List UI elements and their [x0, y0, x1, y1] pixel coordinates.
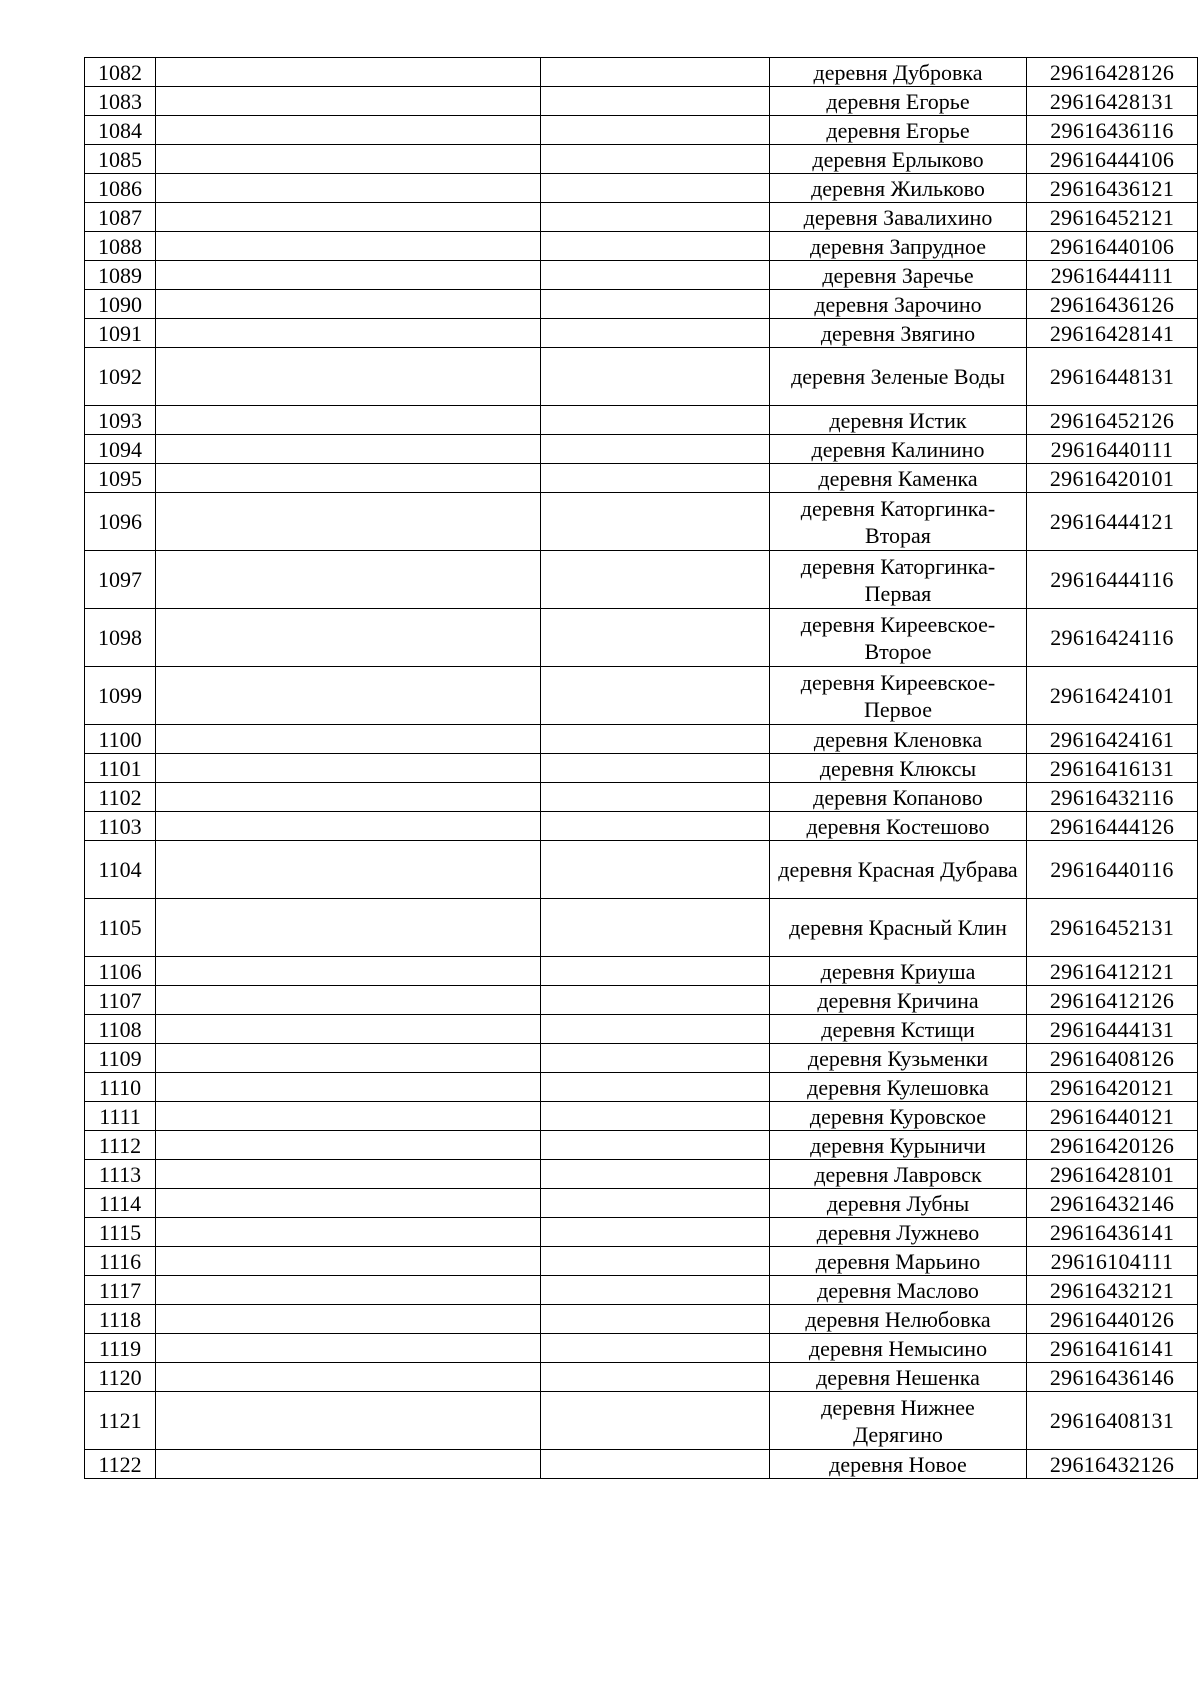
row-number-cell: 1086 [85, 174, 156, 203]
empty-cell [541, 1131, 770, 1160]
row-number-cell: 1103 [85, 812, 156, 841]
row-number-cell: 1108 [85, 1015, 156, 1044]
empty-cell [156, 1450, 541, 1479]
empty-cell [156, 319, 541, 348]
oktmo-code-cell: 29616436146 [1027, 1363, 1198, 1392]
empty-cell [541, 290, 770, 319]
settlement-name-cell: деревня Нелюбовка [770, 1305, 1027, 1334]
empty-cell [156, 957, 541, 986]
empty-cell [156, 58, 541, 87]
empty-cell [541, 1334, 770, 1363]
empty-cell [541, 899, 770, 957]
table-row [85, 1247, 1198, 1276]
settlement-name-cell: деревня Криуша [770, 957, 1027, 986]
oktmo-code-cell: 29616444116 [1027, 551, 1198, 609]
row-number-cell: 1089 [85, 261, 156, 290]
oktmo-code-cell: 29616412121 [1027, 957, 1198, 986]
empty-cell [541, 1363, 770, 1392]
row-number-cell: 1090 [85, 290, 156, 319]
table-row [85, 348, 1198, 406]
table-row [85, 812, 1198, 841]
empty-cell [156, 203, 541, 232]
row-number-cell: 1084 [85, 116, 156, 145]
settlement-name-cell: деревня Жильково [770, 174, 1027, 203]
settlement-name-cell: деревня Дубровка [770, 58, 1027, 87]
oktmo-code-cell: 29616444111 [1027, 261, 1198, 290]
oktmo-code-cell: 29616432116 [1027, 783, 1198, 812]
settlement-name-cell: деревня Зарочино [770, 290, 1027, 319]
empty-cell [156, 1102, 541, 1131]
table-row [85, 1450, 1198, 1479]
empty-cell [541, 58, 770, 87]
empty-cell [156, 812, 541, 841]
settlement-name-cell: деревня Егорье [770, 87, 1027, 116]
row-number-cell: 1092 [85, 348, 156, 406]
oktmo-code-cell: 29616452126 [1027, 406, 1198, 435]
oktmo-code-cell: 29616448131 [1027, 348, 1198, 406]
settlement-name-cell: деревня Копаново [770, 783, 1027, 812]
oktmo-code-cell: 29616440106 [1027, 232, 1198, 261]
empty-cell [541, 203, 770, 232]
settlement-name-cell: деревня Кузьменки [770, 1044, 1027, 1073]
row-number-cell: 1110 [85, 1073, 156, 1102]
table-row [85, 1334, 1198, 1363]
row-number-cell: 1087 [85, 203, 156, 232]
empty-cell [156, 1160, 541, 1189]
settlement-name-cell: деревня Каменка [770, 464, 1027, 493]
table-row [85, 1015, 1198, 1044]
settlement-name-cell: деревня Маслово [770, 1276, 1027, 1305]
row-number-cell: 1099 [85, 667, 156, 725]
table-row [85, 406, 1198, 435]
empty-cell [541, 1247, 770, 1276]
table-row [85, 1102, 1198, 1131]
empty-cell [156, 406, 541, 435]
oktmo-code-cell: 29616440116 [1027, 841, 1198, 899]
settlement-name-cell: деревня Куровское [770, 1102, 1027, 1131]
oktmo-code-cell: 29616420101 [1027, 464, 1198, 493]
settlement-name-cell: деревня Ерлыково [770, 145, 1027, 174]
empty-cell [156, 1276, 541, 1305]
oktmo-code-cell: 29616420126 [1027, 1131, 1198, 1160]
settlement-name-cell: деревня Клюксы [770, 754, 1027, 783]
empty-cell [541, 667, 770, 725]
empty-cell [156, 986, 541, 1015]
empty-cell [541, 319, 770, 348]
settlement-name-cell: деревня Кленовка [770, 725, 1027, 754]
empty-cell [156, 116, 541, 145]
table-row [85, 1189, 1198, 1218]
oktmo-code-cell: 29616416131 [1027, 754, 1198, 783]
empty-cell [541, 1073, 770, 1102]
table-row [85, 203, 1198, 232]
table-row [85, 1131, 1198, 1160]
settlement-name-cell: деревня Истик [770, 406, 1027, 435]
settlement-name-cell: деревня Заречье [770, 261, 1027, 290]
settlement-name-cell: деревня Завалихино [770, 203, 1027, 232]
empty-cell [541, 232, 770, 261]
oktmo-code-cell: 29616444106 [1027, 145, 1198, 174]
empty-cell [541, 116, 770, 145]
empty-cell [156, 1363, 541, 1392]
table-row [85, 58, 1198, 87]
empty-cell [541, 464, 770, 493]
row-number-cell: 1115 [85, 1218, 156, 1247]
settlement-name-cell: деревня Киреевское-Первое [770, 667, 1027, 725]
row-number-cell: 1105 [85, 899, 156, 957]
table-row [85, 899, 1198, 957]
oktmo-code-cell: 29616412126 [1027, 986, 1198, 1015]
empty-cell [156, 1131, 541, 1160]
oktmo-code-cell: 29616444131 [1027, 1015, 1198, 1044]
table-row [85, 725, 1198, 754]
table-row [85, 1392, 1198, 1450]
settlement-name-cell: деревня Киреевское-Второе [770, 609, 1027, 667]
empty-cell [541, 174, 770, 203]
oktmo-code-cell: 29616408126 [1027, 1044, 1198, 1073]
settlement-name-cell: деревня Егорье [770, 116, 1027, 145]
row-number-cell: 1088 [85, 232, 156, 261]
empty-cell [541, 812, 770, 841]
oktmo-code-cell: 29616424116 [1027, 609, 1198, 667]
row-number-cell: 1117 [85, 1276, 156, 1305]
row-number-cell: 1094 [85, 435, 156, 464]
row-number-cell: 1098 [85, 609, 156, 667]
table-body [85, 58, 1198, 1479]
row-number-cell: 1102 [85, 783, 156, 812]
oktmo-code-cell: 29616432126 [1027, 1450, 1198, 1479]
empty-cell [541, 435, 770, 464]
table-row [85, 1073, 1198, 1102]
table-row [85, 145, 1198, 174]
empty-cell [541, 87, 770, 116]
oktmo-code-cell: 29616440121 [1027, 1102, 1198, 1131]
empty-cell [156, 1044, 541, 1073]
oktmo-code-cell: 29616428131 [1027, 87, 1198, 116]
row-number-cell: 1082 [85, 58, 156, 87]
empty-cell [156, 841, 541, 899]
row-number-cell: 1106 [85, 957, 156, 986]
row-number-cell: 1096 [85, 493, 156, 551]
settlement-name-cell: деревня Зеленые Воды [770, 348, 1027, 406]
settlement-name-cell: деревня Красная Дубрава [770, 841, 1027, 899]
oktmo-code-cell: 29616420121 [1027, 1073, 1198, 1102]
row-number-cell: 1109 [85, 1044, 156, 1073]
row-number-cell: 1101 [85, 754, 156, 783]
settlement-name-cell: деревня Нешенка [770, 1363, 1027, 1392]
row-number-cell: 1100 [85, 725, 156, 754]
settlement-name-cell: деревня Каторгинка-Вторая [770, 493, 1027, 551]
settlement-name-cell: деревня Красный Клин [770, 899, 1027, 957]
table-row [85, 1276, 1198, 1305]
oktmo-code-cell: 29616432121 [1027, 1276, 1198, 1305]
oktmo-code-cell: 29616452121 [1027, 203, 1198, 232]
table-row [85, 261, 1198, 290]
empty-cell [541, 754, 770, 783]
settlement-name-cell: деревня Кстищи [770, 1015, 1027, 1044]
empty-cell [541, 1189, 770, 1218]
settlement-name-cell: деревня Кричина [770, 986, 1027, 1015]
table-row [85, 1044, 1198, 1073]
settlement-name-cell: деревня Курыничи [770, 1131, 1027, 1160]
table-row [85, 1160, 1198, 1189]
oktmo-code-cell: 29616440111 [1027, 435, 1198, 464]
row-number-cell: 1095 [85, 464, 156, 493]
empty-cell [156, 435, 541, 464]
settlement-name-cell: деревня Кулешовка [770, 1073, 1027, 1102]
row-number-cell: 1114 [85, 1189, 156, 1218]
row-number-cell: 1104 [85, 841, 156, 899]
empty-cell [156, 609, 541, 667]
empty-cell [541, 1218, 770, 1247]
empty-cell [156, 493, 541, 551]
oktmo-code-cell: 29616424101 [1027, 667, 1198, 725]
oktmo-code-cell: 29616428101 [1027, 1160, 1198, 1189]
empty-cell [541, 957, 770, 986]
empty-cell [156, 290, 541, 319]
table-row [85, 87, 1198, 116]
empty-cell [541, 493, 770, 551]
row-number-cell: 1112 [85, 1131, 156, 1160]
empty-cell [156, 1334, 541, 1363]
empty-cell [541, 406, 770, 435]
empty-cell [156, 145, 541, 174]
empty-cell [541, 1305, 770, 1334]
oktmo-code-cell: 29616432146 [1027, 1189, 1198, 1218]
empty-cell [541, 1102, 770, 1131]
table-row [85, 174, 1198, 203]
empty-cell [541, 145, 770, 174]
empty-cell [541, 841, 770, 899]
table-row [85, 841, 1198, 899]
empty-cell [541, 609, 770, 667]
empty-cell [156, 1305, 541, 1334]
table-row [85, 986, 1198, 1015]
settlement-name-cell: деревня Немысино [770, 1334, 1027, 1363]
oktmo-code-cell: 29616416141 [1027, 1334, 1198, 1363]
empty-cell [541, 1044, 770, 1073]
table-row [85, 464, 1198, 493]
row-number-cell: 1097 [85, 551, 156, 609]
row-number-cell: 1111 [85, 1102, 156, 1131]
empty-cell [156, 1073, 541, 1102]
empty-cell [156, 174, 541, 203]
empty-cell [541, 1015, 770, 1044]
empty-cell [541, 1450, 770, 1479]
settlement-name-cell: деревня Калинино [770, 435, 1027, 464]
empty-cell [541, 1276, 770, 1305]
row-number-cell: 1093 [85, 406, 156, 435]
empty-cell [156, 667, 541, 725]
oktmo-code-cell: 29616444121 [1027, 493, 1198, 551]
table-row [85, 551, 1198, 609]
empty-cell [541, 783, 770, 812]
settlement-name-cell: деревня Лубны [770, 1189, 1027, 1218]
row-number-cell: 1083 [85, 87, 156, 116]
row-number-cell: 1120 [85, 1363, 156, 1392]
table-row [85, 957, 1198, 986]
row-number-cell: 1121 [85, 1392, 156, 1450]
row-number-cell: 1107 [85, 986, 156, 1015]
settlement-name-cell: деревня Марьино [770, 1247, 1027, 1276]
empty-cell [156, 261, 541, 290]
table-row [85, 290, 1198, 319]
table-row [85, 232, 1198, 261]
settlement-name-cell: деревня Звягино [770, 319, 1027, 348]
empty-cell [156, 348, 541, 406]
settlement-name-cell: деревня Лавровск [770, 1160, 1027, 1189]
empty-cell [156, 899, 541, 957]
empty-cell [156, 551, 541, 609]
table-row [85, 783, 1198, 812]
row-number-cell: 1085 [85, 145, 156, 174]
empty-cell [156, 754, 541, 783]
empty-cell [156, 87, 541, 116]
table-row [85, 667, 1198, 725]
row-number-cell: 1116 [85, 1247, 156, 1276]
empty-cell [156, 232, 541, 261]
table-row [85, 1305, 1198, 1334]
row-number-cell: 1122 [85, 1450, 156, 1479]
empty-cell [541, 348, 770, 406]
oktmo-code-cell: 29616408131 [1027, 1392, 1198, 1450]
empty-cell [156, 1015, 541, 1044]
empty-cell [156, 1218, 541, 1247]
oktmo-code-cell: 29616444126 [1027, 812, 1198, 841]
table-row [85, 1218, 1198, 1247]
empty-cell [541, 261, 770, 290]
settlement-name-cell: деревня Лужнево [770, 1218, 1027, 1247]
settlements-table [84, 57, 1198, 1479]
table-row [85, 319, 1198, 348]
empty-cell [541, 1392, 770, 1450]
empty-cell [541, 725, 770, 754]
settlement-name-cell: деревня Каторгинка-Первая [770, 551, 1027, 609]
oktmo-code-cell: 29616424161 [1027, 725, 1198, 754]
empty-cell [156, 725, 541, 754]
empty-cell [541, 986, 770, 1015]
empty-cell [156, 1189, 541, 1218]
table-row [85, 1363, 1198, 1392]
row-number-cell: 1113 [85, 1160, 156, 1189]
empty-cell [156, 1392, 541, 1450]
oktmo-code-cell: 29616452131 [1027, 899, 1198, 957]
oktmo-code-cell: 29616440126 [1027, 1305, 1198, 1334]
oktmo-code-cell: 29616104111 [1027, 1247, 1198, 1276]
empty-cell [541, 551, 770, 609]
settlement-name-cell: деревня Костешово [770, 812, 1027, 841]
oktmo-code-cell: 29616436126 [1027, 290, 1198, 319]
table-row [85, 609, 1198, 667]
table-row [85, 754, 1198, 783]
oktmo-code-cell: 29616428126 [1027, 58, 1198, 87]
empty-cell [156, 464, 541, 493]
empty-cell [156, 783, 541, 812]
table-row [85, 493, 1198, 551]
row-number-cell: 1118 [85, 1305, 156, 1334]
table-row [85, 116, 1198, 145]
empty-cell [156, 1247, 541, 1276]
settlement-name-cell: деревня Нижнее Дерягино [770, 1392, 1027, 1450]
empty-cell [541, 1160, 770, 1189]
oktmo-code-cell: 29616436141 [1027, 1218, 1198, 1247]
oktmo-code-cell: 29616436116 [1027, 116, 1198, 145]
oktmo-code-cell: 29616428141 [1027, 319, 1198, 348]
settlement-name-cell: деревня Запрудное [770, 232, 1027, 261]
settlement-name-cell: деревня Новое [770, 1450, 1027, 1479]
row-number-cell: 1091 [85, 319, 156, 348]
table-row [85, 435, 1198, 464]
oktmo-code-cell: 29616436121 [1027, 174, 1198, 203]
row-number-cell: 1119 [85, 1334, 156, 1363]
